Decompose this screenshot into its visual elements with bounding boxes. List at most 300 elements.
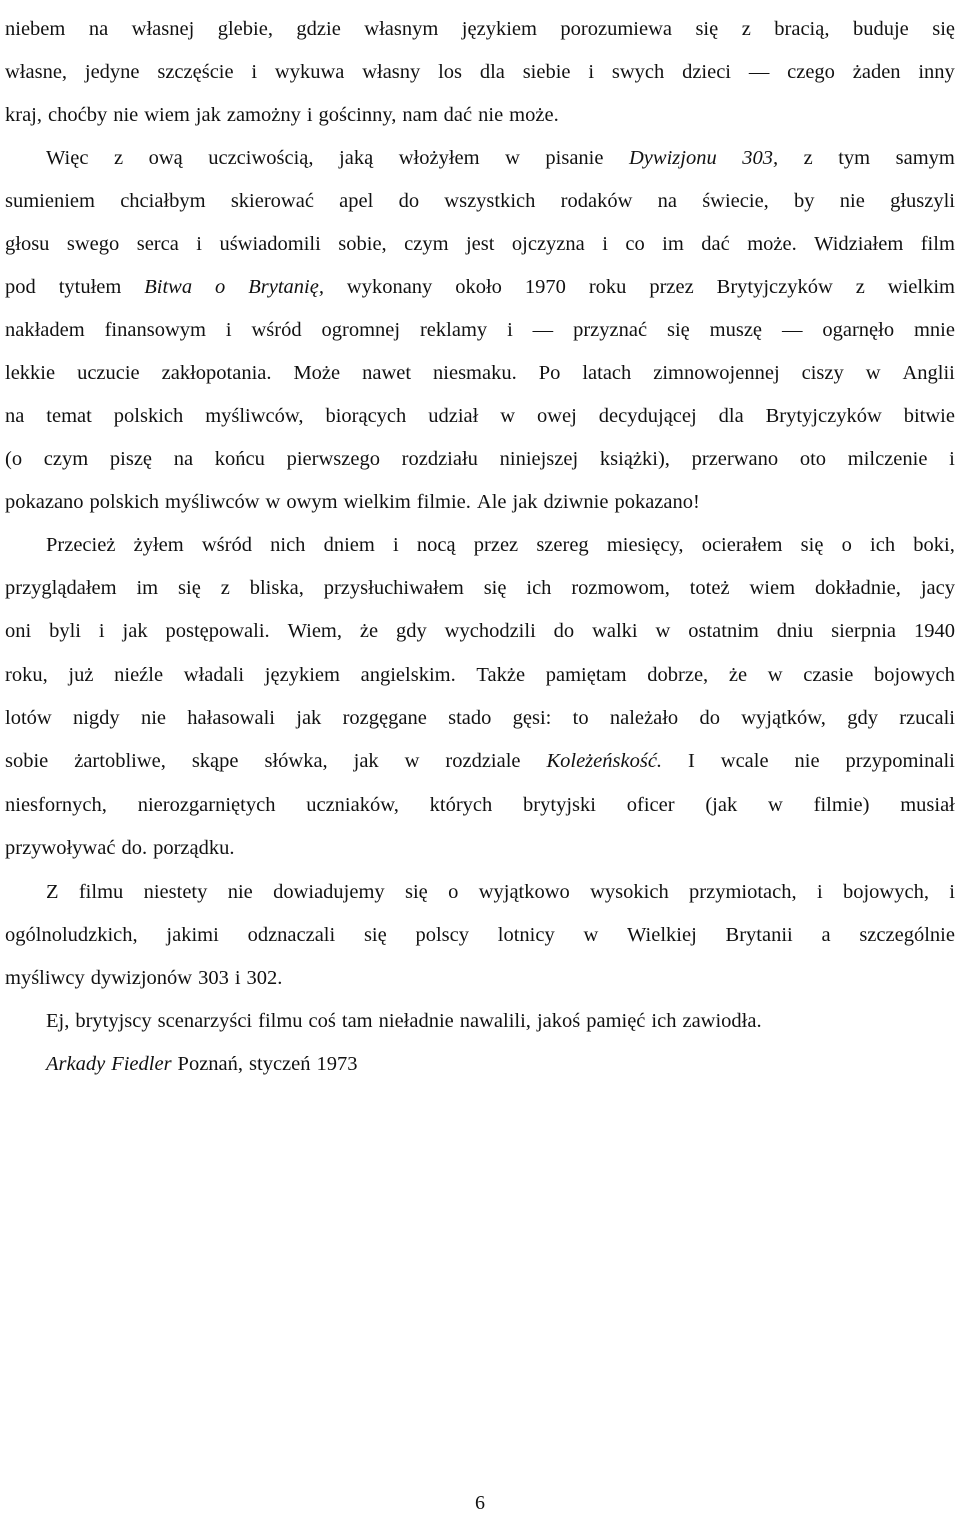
word: gdy bbox=[847, 707, 878, 729]
word: szczególnie bbox=[859, 924, 955, 946]
word: do bbox=[553, 620, 575, 642]
word: Wiem, bbox=[287, 620, 342, 642]
word: zakłopotania. bbox=[161, 362, 272, 384]
word: z bbox=[803, 147, 813, 169]
word: i bbox=[251, 61, 258, 83]
word: film bbox=[920, 233, 955, 255]
word: tam bbox=[341, 1010, 373, 1032]
word: jak bbox=[353, 750, 379, 772]
word: na bbox=[173, 448, 194, 470]
word: do. bbox=[121, 837, 148, 859]
word: może. bbox=[509, 104, 559, 126]
italic-word: Arkady bbox=[46, 1053, 106, 1075]
word: finansowym bbox=[104, 319, 206, 341]
word: z bbox=[220, 577, 230, 599]
word: wysokich bbox=[590, 881, 669, 903]
word: Może bbox=[293, 362, 341, 384]
word: nich bbox=[270, 534, 306, 556]
word: inny bbox=[918, 61, 955, 83]
word: temat bbox=[46, 405, 92, 427]
word: — bbox=[748, 61, 770, 83]
word: wychodzili bbox=[444, 620, 536, 642]
word: czym bbox=[43, 448, 89, 470]
word: bitwie bbox=[903, 405, 955, 427]
word: rozdziale bbox=[445, 750, 521, 772]
word: nigdy bbox=[72, 707, 120, 729]
text-line bbox=[5, 315, 955, 345]
word: odznaczali bbox=[247, 924, 336, 946]
word: pamięć bbox=[586, 1010, 646, 1032]
word: porozumiewa bbox=[560, 18, 672, 40]
word: dniu bbox=[776, 620, 814, 642]
italic-word: Bitwa bbox=[144, 276, 193, 298]
word: już bbox=[68, 664, 94, 686]
word: i bbox=[234, 967, 241, 989]
word: uczucie bbox=[77, 362, 140, 384]
word: Poznań, bbox=[177, 1053, 244, 1075]
word: i bbox=[507, 319, 513, 341]
word: jedyne bbox=[84, 61, 140, 83]
text-line bbox=[5, 401, 955, 431]
word: co bbox=[625, 233, 645, 255]
word: Brytanii bbox=[725, 924, 793, 946]
word: wykuwa bbox=[274, 61, 345, 83]
word: przez bbox=[649, 276, 694, 298]
word: i bbox=[98, 620, 105, 642]
word: wcale bbox=[720, 750, 769, 772]
text-line bbox=[5, 14, 955, 44]
word: nie bbox=[794, 750, 820, 772]
word: nie bbox=[478, 104, 504, 126]
word: milczenie bbox=[847, 448, 928, 470]
word: i bbox=[949, 448, 955, 470]
word: w bbox=[505, 147, 520, 169]
word: przez bbox=[473, 534, 519, 556]
word: skierować bbox=[230, 190, 314, 212]
word: przywoływać bbox=[5, 837, 116, 859]
word: sobie bbox=[5, 750, 49, 772]
word: nieładnie bbox=[378, 1010, 454, 1032]
word: oficer bbox=[626, 794, 675, 816]
word: Anglii bbox=[902, 362, 955, 384]
word: wyjątków, bbox=[741, 707, 826, 729]
italic-word: Koleżeńskość. bbox=[546, 750, 663, 772]
text-line bbox=[5, 186, 955, 216]
word: pamiętam bbox=[545, 664, 627, 686]
text-line bbox=[5, 703, 955, 733]
word: na bbox=[5, 405, 25, 427]
word: los bbox=[438, 61, 463, 83]
word: udział bbox=[428, 405, 479, 427]
italic-word: 303, bbox=[742, 147, 779, 169]
word: sumieniem bbox=[5, 190, 95, 212]
word: dać bbox=[443, 104, 473, 126]
word: ogólnoludzkich, bbox=[5, 924, 138, 946]
word: w bbox=[767, 664, 783, 686]
word: uczniaków, bbox=[306, 794, 399, 816]
word: skąpe bbox=[191, 750, 239, 772]
word: kraj, bbox=[5, 104, 42, 126]
word: Brytyjczyków bbox=[765, 405, 882, 427]
word: porządku. bbox=[153, 837, 235, 859]
word: się bbox=[483, 577, 507, 599]
text-line bbox=[5, 57, 955, 87]
word: z bbox=[113, 147, 124, 169]
word: a bbox=[821, 924, 831, 946]
word: żartobliwe, bbox=[74, 750, 166, 772]
word: ich bbox=[526, 577, 552, 599]
word: roku, bbox=[5, 664, 48, 686]
text-line bbox=[5, 229, 955, 259]
word: z bbox=[855, 276, 865, 298]
word: przypominali bbox=[845, 750, 955, 772]
word: i bbox=[816, 881, 823, 903]
word: samym bbox=[895, 147, 955, 169]
word: końcu bbox=[214, 448, 265, 470]
word: świecie, bbox=[702, 190, 769, 212]
word: bojowych bbox=[874, 664, 955, 686]
word: dywizjonów bbox=[90, 967, 193, 989]
word: Widziałem bbox=[814, 233, 904, 255]
word: sierpnia bbox=[831, 620, 897, 642]
word: i bbox=[306, 104, 313, 126]
word: filmie. bbox=[416, 491, 471, 513]
word: swego bbox=[66, 233, 120, 255]
word: im bbox=[136, 577, 159, 599]
word: nakładem bbox=[5, 319, 85, 341]
word: Ale bbox=[476, 491, 507, 513]
word: niniejszej bbox=[499, 448, 579, 470]
word: w bbox=[583, 924, 599, 946]
word: w bbox=[865, 362, 881, 384]
word: ogromnej bbox=[321, 319, 401, 341]
word: lotów bbox=[5, 707, 52, 729]
word: angielskim. bbox=[360, 664, 456, 686]
word: 302. bbox=[246, 967, 283, 989]
word: do bbox=[699, 707, 720, 729]
word: niesfornych, bbox=[5, 794, 107, 816]
word: oto bbox=[799, 448, 827, 470]
word: własnej bbox=[131, 18, 195, 40]
word: (o bbox=[5, 448, 23, 470]
word: Przecież bbox=[46, 534, 116, 556]
word: tytułem bbox=[58, 276, 122, 298]
word: przymiotach, bbox=[689, 881, 797, 903]
word: i bbox=[225, 319, 232, 341]
word: tym bbox=[838, 147, 871, 169]
word: biorących bbox=[325, 405, 407, 427]
word: nocą bbox=[416, 534, 456, 556]
word: roku bbox=[588, 276, 627, 298]
word: brytyjscy bbox=[75, 1010, 152, 1032]
word: bliska, bbox=[249, 577, 304, 599]
word: że bbox=[359, 620, 379, 642]
word: wyjątkowo bbox=[478, 881, 570, 903]
word: brytyjski bbox=[523, 794, 596, 816]
word: gdy bbox=[396, 620, 427, 642]
word: Po bbox=[538, 362, 561, 384]
word: jak bbox=[122, 620, 148, 642]
word: styczeń bbox=[249, 1053, 311, 1075]
word: książki), bbox=[599, 448, 670, 470]
word: włożyłem bbox=[398, 147, 480, 169]
word: wszystkich bbox=[444, 190, 536, 212]
word: czego bbox=[787, 61, 835, 83]
word: i bbox=[949, 881, 955, 903]
italic-word: Dywizjonu bbox=[629, 147, 717, 169]
word: jak bbox=[512, 491, 538, 513]
word: rzucali bbox=[899, 707, 955, 729]
word: (jak bbox=[705, 794, 738, 816]
word: jacy bbox=[920, 577, 955, 599]
word: ogarnęło bbox=[822, 319, 895, 341]
word: 1940 bbox=[913, 620, 955, 642]
word: przyglądałem bbox=[5, 577, 117, 599]
italic-word: Fiedler bbox=[111, 1053, 172, 1075]
word: piszę bbox=[109, 448, 153, 470]
word: jaką bbox=[339, 147, 374, 169]
text-line bbox=[5, 100, 955, 130]
word: gościnny, bbox=[318, 104, 397, 126]
word: z bbox=[741, 18, 751, 40]
word: dzieci bbox=[682, 61, 732, 83]
word: nie bbox=[140, 707, 167, 729]
word: i bbox=[393, 534, 399, 556]
word: o bbox=[841, 534, 852, 556]
word: nie bbox=[839, 190, 865, 212]
word: i bbox=[588, 61, 595, 83]
word: ową bbox=[148, 147, 183, 169]
word: rozdziału bbox=[401, 448, 478, 470]
word: bracią, bbox=[774, 18, 830, 40]
word: miesięcy, bbox=[606, 534, 684, 556]
word: serca bbox=[136, 233, 179, 255]
text-line bbox=[5, 746, 955, 776]
word: zimnowojennej bbox=[653, 362, 780, 384]
word: by bbox=[794, 190, 815, 212]
word: swych bbox=[611, 61, 665, 83]
word: bojowych, bbox=[842, 881, 929, 903]
word: pod bbox=[5, 276, 36, 298]
word: nam bbox=[402, 104, 438, 126]
word: ich bbox=[651, 1010, 677, 1032]
text-line bbox=[5, 877, 955, 907]
word: czasie bbox=[803, 664, 854, 686]
word: sobie, bbox=[338, 233, 387, 255]
word: nie bbox=[227, 881, 253, 903]
word: nieźle bbox=[114, 664, 164, 686]
word: ciszy bbox=[801, 362, 844, 384]
word: niestety bbox=[143, 881, 208, 903]
word: pokazano! bbox=[614, 491, 700, 513]
word: stado bbox=[448, 707, 492, 729]
word: w bbox=[500, 405, 516, 427]
word: hałasowali bbox=[187, 707, 275, 729]
word: pisanie bbox=[545, 147, 604, 169]
word: zamożny bbox=[226, 104, 301, 126]
word: polskich bbox=[113, 405, 184, 427]
word: w bbox=[265, 491, 281, 513]
word: gęsi: bbox=[512, 707, 552, 729]
word: filmu bbox=[258, 1010, 303, 1032]
word: dobrze, bbox=[647, 664, 709, 686]
word: około bbox=[455, 276, 502, 298]
word: na bbox=[657, 190, 677, 212]
word: których bbox=[429, 794, 493, 816]
word: Także bbox=[476, 664, 526, 686]
word: Brytyjczyków bbox=[716, 276, 833, 298]
word: toteż bbox=[689, 577, 730, 599]
text-line bbox=[5, 963, 955, 993]
word: dowiadujemy bbox=[273, 881, 385, 903]
word: żyłem bbox=[133, 534, 184, 556]
text-line bbox=[5, 272, 955, 302]
word: ostatnim bbox=[688, 620, 759, 642]
word: szereg bbox=[536, 534, 589, 556]
word: się bbox=[932, 18, 955, 40]
word: niesmaku. bbox=[433, 362, 517, 384]
word: Ej, bbox=[46, 1010, 70, 1032]
word: ich bbox=[870, 534, 896, 556]
word: uczciwością, bbox=[208, 147, 314, 169]
word: — bbox=[781, 319, 803, 341]
word: mnie bbox=[913, 319, 955, 341]
word: się bbox=[363, 924, 387, 946]
word: jakoś bbox=[536, 1010, 581, 1032]
word: 303 bbox=[198, 967, 229, 989]
word: należało bbox=[609, 707, 679, 729]
word: w bbox=[404, 750, 420, 772]
word: decydującej bbox=[598, 405, 697, 427]
text-line bbox=[5, 920, 955, 950]
word: lekkie bbox=[5, 362, 56, 384]
word: Wielkiej bbox=[627, 924, 697, 946]
word: musiał bbox=[900, 794, 955, 816]
word: przysłuchiwałem bbox=[323, 577, 464, 599]
word: się bbox=[695, 18, 719, 40]
word: latach bbox=[582, 362, 632, 384]
word: zawiodła. bbox=[682, 1010, 762, 1032]
page-number: 6 bbox=[475, 1492, 485, 1514]
word: dniem bbox=[323, 534, 375, 556]
word: I bbox=[688, 750, 695, 772]
word: 1973 bbox=[316, 1053, 358, 1075]
word: chciałbym bbox=[120, 190, 206, 212]
word: czym bbox=[404, 233, 449, 255]
text-line bbox=[5, 660, 955, 690]
word: w bbox=[768, 794, 783, 816]
word: wielkim bbox=[887, 276, 955, 298]
word: jak bbox=[195, 104, 221, 126]
word: przerwano bbox=[691, 448, 779, 470]
word: głosu bbox=[5, 233, 50, 255]
word: własnym bbox=[364, 18, 439, 40]
word: 1970 bbox=[524, 276, 566, 298]
word: Z bbox=[46, 881, 59, 903]
word: językiem bbox=[264, 664, 340, 686]
word: rodaków bbox=[560, 190, 633, 212]
word: jakimi bbox=[166, 924, 219, 946]
word: dla bbox=[718, 405, 744, 427]
word: scenarzyści bbox=[157, 1010, 253, 1032]
word: to bbox=[572, 707, 589, 729]
italic-word: Brytanię, bbox=[248, 276, 324, 298]
text-line bbox=[5, 616, 955, 646]
word: postępowali. bbox=[165, 620, 270, 642]
word: niebem bbox=[5, 18, 66, 40]
word: wśród bbox=[201, 534, 252, 556]
word: polskich bbox=[89, 491, 160, 513]
word: i bbox=[602, 233, 608, 255]
word: może. bbox=[747, 233, 797, 255]
word: nawalili, bbox=[459, 1010, 531, 1032]
word: ojczyzna bbox=[511, 233, 585, 255]
word: własny bbox=[362, 61, 421, 83]
word: żaden bbox=[852, 61, 901, 83]
word: nie bbox=[113, 104, 139, 126]
word: myśliwców, bbox=[205, 405, 304, 427]
word: uświadomili bbox=[219, 233, 321, 255]
text-line bbox=[5, 1049, 955, 1079]
word: myśliwców bbox=[165, 491, 260, 513]
word: byli bbox=[49, 620, 82, 642]
word: nierozgarniętych bbox=[137, 794, 276, 816]
word: myśliwcy bbox=[5, 967, 85, 989]
word: gdzie bbox=[296, 18, 341, 40]
word: filmie) bbox=[813, 794, 870, 816]
word: choćby bbox=[48, 104, 108, 126]
word: wielkim bbox=[343, 491, 411, 513]
text-line bbox=[5, 444, 955, 474]
word: dać bbox=[701, 233, 730, 255]
word: i bbox=[196, 233, 202, 255]
word: wiem bbox=[144, 104, 190, 126]
word: jak bbox=[296, 707, 322, 729]
word: przyznać bbox=[573, 319, 648, 341]
word: wśród bbox=[251, 319, 302, 341]
word: ocierałem bbox=[701, 534, 783, 556]
word: oni bbox=[5, 620, 32, 642]
word: boki, bbox=[913, 534, 955, 556]
word: pokazano bbox=[5, 491, 84, 513]
word: owym bbox=[286, 491, 338, 513]
word: walki bbox=[592, 620, 638, 642]
word: do bbox=[398, 190, 420, 212]
text-line bbox=[5, 790, 955, 820]
word: glebie, bbox=[217, 18, 273, 40]
word: apel bbox=[339, 190, 374, 212]
text-line bbox=[5, 487, 955, 517]
word: nawet bbox=[362, 362, 412, 384]
text-line bbox=[5, 1006, 955, 1036]
word: dokładnie, bbox=[814, 577, 901, 599]
word: szczęście bbox=[157, 61, 234, 83]
word: Więc bbox=[46, 147, 89, 169]
word: siebie bbox=[522, 61, 571, 83]
word: się bbox=[405, 881, 428, 903]
word: słówka, bbox=[264, 750, 328, 772]
word: własne, bbox=[5, 61, 68, 83]
word: że bbox=[728, 664, 748, 686]
word: pierwszego bbox=[286, 448, 380, 470]
text-line bbox=[5, 143, 955, 173]
word: buduje bbox=[852, 18, 909, 40]
word: się bbox=[800, 534, 824, 556]
word: dla bbox=[479, 61, 505, 83]
word: władali bbox=[183, 664, 245, 686]
word: im bbox=[662, 233, 684, 255]
word: w bbox=[655, 620, 671, 642]
